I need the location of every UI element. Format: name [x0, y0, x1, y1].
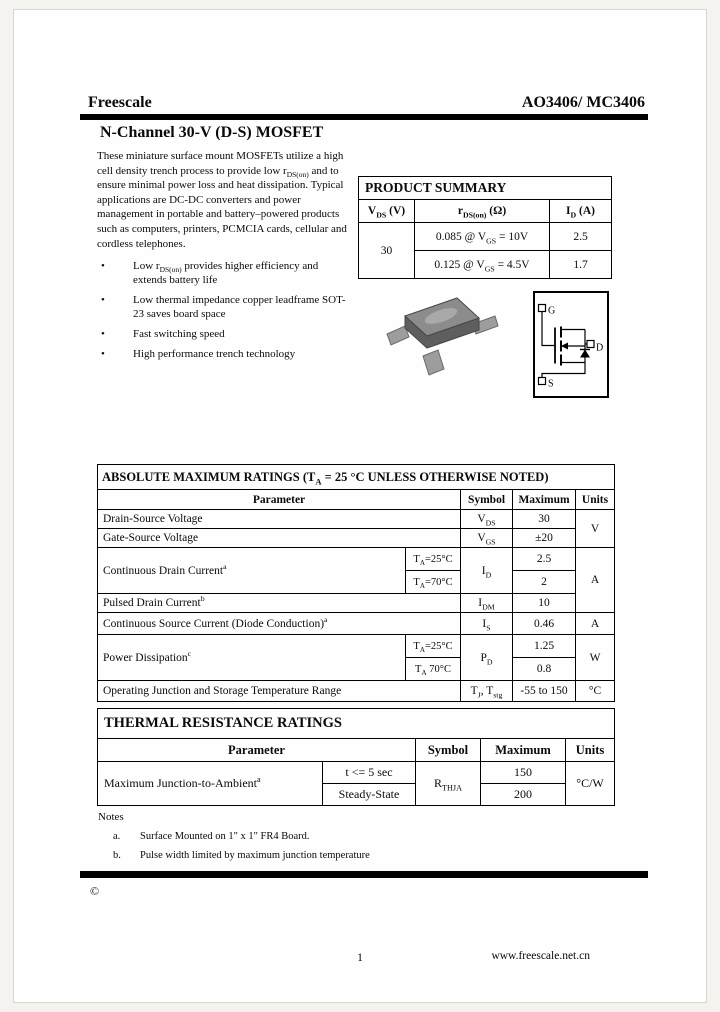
condition-cell: t <= 5 sec [323, 762, 416, 784]
symbol-cell: $R_{THJA}$ [416, 762, 481, 806]
condition-cell: $T_A=25^\circ C$ [406, 548, 461, 571]
absolute-maximum-ratings-table [97, 464, 615, 702]
notes-section [98, 811, 370, 868]
feature-text: Low $r_{DS(on)}$ provides higher efficiency and extends battery life [133, 260, 319, 287]
feature-item [97, 327, 350, 341]
param-cell: Continuous Drain Current$^a$ [98, 548, 406, 594]
header-parameter: Parameter [98, 739, 416, 762]
symbol-cell: $I_S$ [461, 613, 513, 635]
rdson-cell: 0.085 @ $V_{GS} = 10V$ [415, 223, 550, 251]
param-cell: Operating Junction and Storage Temperature Range [98, 681, 461, 702]
bullet-icon: • [101, 260, 105, 273]
units-cell: A [576, 613, 615, 635]
param-cell: Maximum Junction-to-Ambient$^a$ [98, 762, 323, 806]
units-cell: V [576, 510, 615, 548]
vds-value-cell: 30 [359, 223, 415, 279]
symbol-cell: $V_{DS}$ [461, 510, 513, 529]
param-cell: Power Dissipation$^c$ [98, 635, 406, 681]
body-arrow-icon [561, 343, 568, 350]
mosfet-symbol-box [533, 291, 609, 398]
note-label: b. [113, 850, 121, 861]
part-number: AO3406/ MC3406 [521, 94, 645, 111]
symbol-cell: $I_D$ [461, 548, 513, 594]
max-cell: 2 [513, 571, 576, 594]
units-cell: W [576, 635, 615, 681]
max-cell: 1.25 [513, 635, 576, 658]
condition-cell: Steady-State [323, 784, 416, 806]
symbol-cell: $V_{GS}$ [461, 529, 513, 548]
units-cell: A [576, 548, 615, 613]
id-cell: 2.5 [550, 223, 612, 251]
description-paragraph: These miniature surface mount MOSFETs utilize a high cell density trench process to provide low $r_{DS(on)}$ and to ensure minimal power loss and heat dissipation. Typical applications are DC-DC converters and power management in portable and battery–powered products such as computers, printers, PCMCIA cards, cellular and cordless telephones. [97, 150, 347, 250]
condition-cell: $T_A$ 70°C [406, 658, 461, 681]
max-cell: 0.46 [513, 613, 576, 635]
symbol-cell: $I_{DM}$ [461, 594, 513, 613]
header-parameter: Parameter [98, 490, 461, 510]
source-label: S [548, 378, 554, 390]
intro-column [97, 149, 350, 367]
brand-logo-text: Freescale [88, 94, 152, 111]
param-cell: Pulsed Drain Current$^b$ [98, 594, 461, 613]
feature-item [97, 293, 350, 321]
note-item [98, 830, 370, 844]
source-pad [539, 378, 546, 385]
id-cell: 1.7 [550, 251, 612, 279]
product-summary-table [358, 176, 612, 279]
page-number: 1 [357, 950, 363, 964]
max-cell: 10 [513, 594, 576, 613]
website-url: www.freescale.net.cn [491, 950, 590, 962]
param-cell: Gate-Source Voltage [98, 529, 461, 548]
abs-max-title: ABSOLUTE MAXIMUM RATINGS ($T_A = 25$ °C UNLESS OTHERWISE NOTED) [98, 465, 615, 490]
feature-text: High performance trench technology [133, 348, 296, 361]
thermal-resistance-table [97, 708, 615, 806]
feature-item [97, 259, 350, 287]
col-header-id: $I_D$ (A) [550, 200, 612, 223]
param-cell: Drain-Source Voltage [98, 510, 461, 529]
symbol-cell: $T_J$, $T_{stg}$ [461, 681, 513, 702]
header-units: Units [566, 739, 615, 762]
max-cell: 0.8 [513, 658, 576, 681]
condition-cell: $T_A=70^\circ C$ [406, 571, 461, 594]
gate-pad [539, 305, 546, 312]
max-cell: 200 [481, 784, 566, 806]
units-cell: °C/W [566, 762, 615, 806]
note-item [98, 849, 370, 863]
gate-label: G [548, 305, 556, 317]
feature-text: Fast switching speed [133, 328, 225, 341]
max-cell: 150 [481, 762, 566, 784]
body-diode-icon [580, 350, 590, 358]
header-units: Units [576, 490, 615, 510]
drain-pad [587, 341, 594, 348]
bullet-icon: • [101, 294, 105, 307]
header-maximum: Maximum [513, 490, 576, 510]
col-header-rdson: $r_{DS(on)}$ (Ω) [415, 200, 550, 223]
col-header-vds: $V_{DS}$ (V) [359, 200, 415, 223]
units-cell: °C [576, 681, 615, 702]
footer-divider [80, 871, 648, 878]
note-label: a. [113, 831, 121, 842]
header-maximum: Maximum [481, 739, 566, 762]
feature-text: Low thermal impedance copper leadframe SOT-23 saves board space [133, 294, 346, 321]
header-symbol: Symbol [461, 490, 513, 510]
note-text: Surface Mounted on 1" x 1" FR4 Board. [140, 831, 310, 842]
note-text: Pulse width limited by maximum junction temperature [140, 850, 370, 861]
sot23-package-image [383, 284, 503, 396]
copyright-mark: © [90, 884, 100, 898]
features-list [97, 259, 350, 361]
bullet-icon: • [101, 348, 105, 361]
header-symbol: Symbol [416, 739, 481, 762]
bullet-icon: • [101, 328, 105, 341]
page-title: N-Channel 30-V (D-S) MOSFET [100, 124, 324, 141]
max-cell: 2.5 [513, 548, 576, 571]
symbol-cell: $P_D$ [461, 635, 513, 681]
condition-cell: $T_A=25^\circ C$ [406, 635, 461, 658]
product-summary-title: PRODUCT SUMMARY [359, 177, 612, 200]
thermal-title: THERMAL RESISTANCE RATINGS [98, 709, 615, 739]
max-cell: 30 [513, 510, 576, 529]
param-cell: Continuous Source Current (Diode Conduction)$^a$ [98, 613, 461, 635]
notes-title: Notes [98, 811, 124, 823]
package-lead-bottom [423, 350, 444, 375]
max-cell: -55 to 150 [513, 681, 576, 702]
feature-item [97, 347, 350, 361]
max-cell: ±20 [513, 529, 576, 548]
rdson-cell: 0.125 @ $V_{GS} = 4.5V$ [415, 251, 550, 279]
drain-label: D [596, 342, 604, 354]
header-divider [80, 114, 648, 120]
